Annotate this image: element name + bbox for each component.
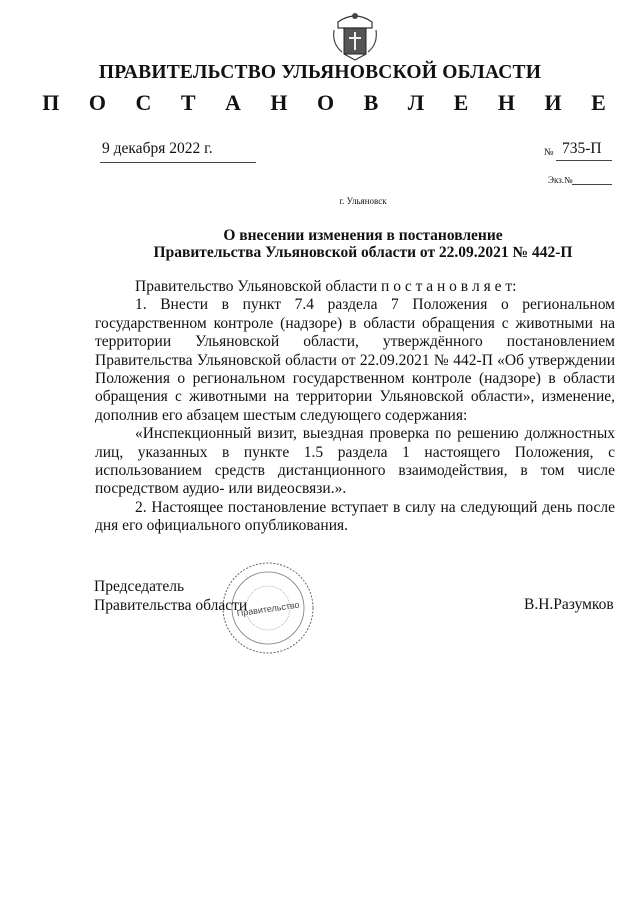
subject-line-2: Правительства Ульяновской области от 22.09.2021 № 442-П	[153, 244, 573, 261]
document-date: 9 декабря 2022 г.	[102, 140, 213, 157]
number-label: №	[544, 147, 554, 158]
document-subject	[0, 227, 640, 261]
document-type: П О С Т А Н О В Л Е Н И Е	[42, 90, 618, 115]
government-title: ПРАВИТЕЛЬСТВО УЛЬЯНОВСКОЙ ОБЛАСТИ	[98, 62, 542, 83]
signatory-title-line-1: Председатель	[94, 578, 185, 595]
signatory-title-line-2: Правительства области	[94, 596, 248, 614]
signatory-name: В.Н.Разумков	[524, 596, 614, 613]
city: г. Ульяновск	[339, 196, 387, 206]
copy-number-label: Экз.№	[548, 175, 573, 185]
subject-line-1: О внесении изменения в постановление	[223, 227, 503, 244]
document-number: 735-П	[562, 140, 602, 157]
signatory-title	[94, 578, 247, 615]
copy-number-underline	[572, 184, 612, 185]
document-body	[95, 278, 615, 536]
paragraph-3: 2. Настоящее постановление вступает в силу на следующий день после дня его официального опубликования.	[95, 498, 615, 535]
number-underline	[556, 160, 612, 161]
paragraph-1: 1. Внести в пункт 7.4 раздела 7 Положения о региональном государственном контроле (надзоре) в области обращения с животными на территории Ульяновской области, утверждённого постановлением Правительства Ульяновской области от 22.09.2021 № 442-П «Об утверждении Положения о региональном государственном контроле (надзоре) в области обращения с животными на территории Ульяновской области», изменение, дополнив его абзацем шестым следующего содержания:	[95, 296, 615, 424]
paragraph-2: «Инспекционный визит, выездная проверка по решению должностных лиц, указанных в пункте 1.5 раздела 1 настоящего Положения, с использованием средств дистанционного взаимодействия, в том числе посредством аудио- или видеосвязи.».	[95, 425, 615, 498]
date-underline	[100, 162, 256, 163]
resolution-intro: Правительство Ульяновской области п о с т а н о в л я е т:	[135, 278, 517, 295]
coat-of-arms-icon	[330, 8, 380, 62]
seal-text: Правительство	[236, 599, 301, 619]
